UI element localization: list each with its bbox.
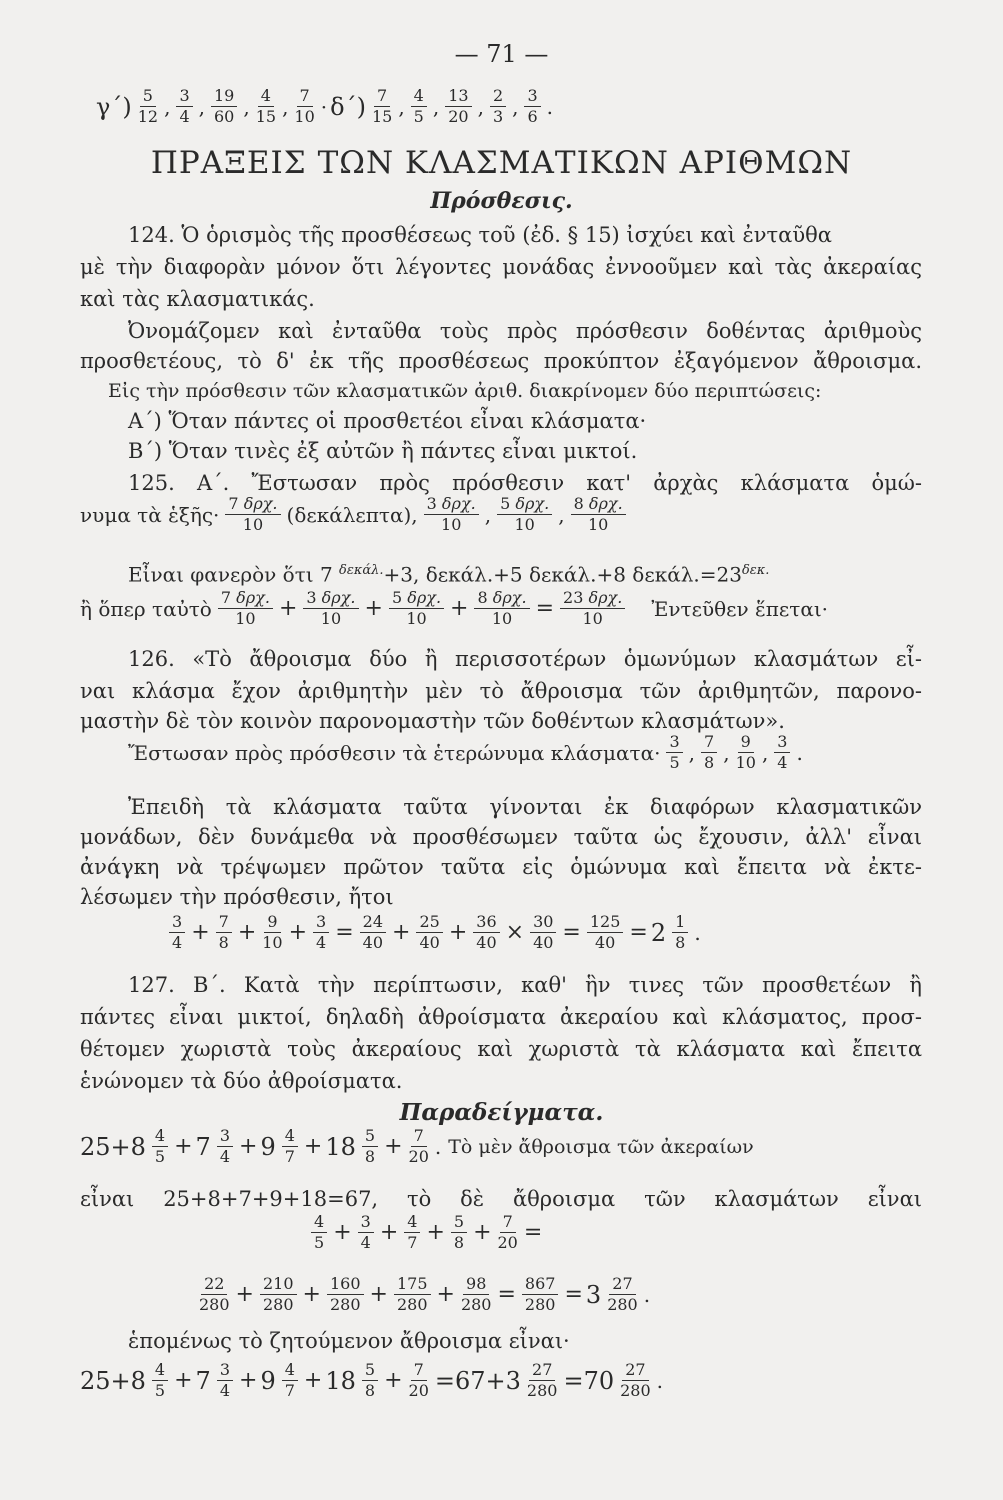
like-fractions-line: νυμα τὰ ἑξῆς· $\frac{\text{7 δρχ.}}{10}$ (δεκάλεπτα), $\frac{\text{3 δρχ.}}{10}$ , $\frac{\text{5 δρχ.}}{10}$ , $\frac{\text{8 δρχ.}}{10}$ — [80, 496, 629, 533]
paragraph-line: μὲ τὴν διαφορὰν μόνον ὅτι λέγοντες μονάδας ἐννοοῦμεν καὶ τὰς ἀκεραίας — [80, 255, 922, 279]
fraction: $\frac{7}{10}$ — [294, 86, 315, 126]
fraction-sum: $\frac{4}{5}$ + $\frac{3}{4}$ + $\frac{4}{7}$ + $\frac{5}{8}$ + $\frac{7}{20}$ = — [308, 1214, 542, 1251]
paragraph-line: λέσωμεν τὴν πρόσθεσιν, ἤτοι — [80, 885, 394, 909]
fraction: $\frac{3}{6}$ — [524, 88, 540, 125]
page-number: — 71 — — [454, 40, 549, 68]
fraction: $\frac{19}{60}$ — [211, 88, 237, 125]
paragraph-line: Ἐπειδὴ τὰ κλάσματα ταῦτα γίνονται ἐκ διαφόρων κλασματικῶν — [128, 795, 922, 819]
paragraph-line: Εἰς τὴν πρόσθεσιν τῶν κλασματικῶν ἀριθ. διακρίνομεν δύο περιπτώσεις: — [108, 380, 822, 402]
exercise-d-label: δ΄) — [330, 92, 366, 121]
fraction: $\frac{4}{5}$ — [411, 88, 427, 125]
mixed-example: 25+8 $\frac{4}{5}$ + 7 $\frac{3}{4}$ + 9 $\frac{4}{7}$ + 18 $\frac{5}{8}$ + $\frac{7}{20}$ . Τὸ μὲν ἄθροισμα τῶν ἀκεραίων — [80, 1126, 754, 1166]
paragraph-line: πάντες εἶναι μικτοί, δηλαδὴ ἀθροίσματα ἀκεραίου καὶ κλάσματος, προσ- — [80, 1005, 922, 1029]
paragraph-line: προσθετέους, τὸ δ' ἐκ τῆς προσθέσεως προκύπτον ἐξαγόμενον ἄθροισμα. — [80, 349, 922, 373]
paragraph-line: 124. Ὁ ὁρισμὸς τῆς προσθέσεως τοῦ (ἐδ. § 15) ἰσχύει καὶ ἐνταῦθα — [128, 223, 832, 247]
examples-heading: Παραδείγματα. — [399, 1099, 604, 1126]
fraction: $\frac{2}{3}$ — [490, 88, 506, 125]
exercise-fractions: γ΄) $\frac{5}{12}$ , $\frac{3}{4}$ , $\frac{19}{60}$ , $\frac{4}{15}$ , $\frac{7}{10}$ · δ΄) $\frac{7}{15}$ , $\frac{4}{5}$ , $\frac{13}{20}$ , $\frac{2}{3}$ , $\frac{3}{6}$ . — [96, 86, 554, 126]
paragraph-line: ἀνάγκη νὰ τρέψωμεν πρῶτον ταῦτα εἰς ὁμώνυμα καὶ ἔπειτα νὰ ἐκτε- — [80, 855, 922, 879]
equation-line: Εἶναι φανερὸν ὅτι 7 $^{\delta\varepsilon\kappa ά\lambda.}$+3, δεκάλ.+5 δεκάλ.+8 $\delta\varepsilon\kappa ά\lambda.=23^{\delta\varepsilon\kappa.}$ — [128, 562, 770, 587]
fraction: $\frac{7}{15}$ — [371, 86, 393, 126]
fraction: $\frac{3}{4}$ — [176, 88, 192, 125]
paragraph-line: καὶ τὰς κλασματικάς. — [80, 287, 315, 311]
paragraph-line: μονάδων, δὲν δυνάμεθα νὰ προσθέσωμεν ταῦτα ὡς ἔχουσιν, ἀλλ' εἶναι — [80, 825, 922, 849]
exercise-c-label: γ΄) — [96, 92, 132, 121]
rule-line: 126. «Τὸ ἄθροισμα δύο ἢ περισσοτέρων ὁμωνύμων κλασμάτων εἶ- — [128, 647, 922, 671]
paragraph-line: ἑνώνομεν τὰ δύο ἀθροίσματα. — [80, 1069, 403, 1093]
case-a-line: Α΄) Ὅταν πάντες οἱ προσθετέοι εἶναι κλάσματα· — [128, 409, 647, 433]
fraction: $\frac{5}{12}$ — [137, 86, 159, 126]
equation-line-2: ἢ ὅπερ ταὐτὸ $\frac{\text{7 δρχ.}}{10}$ + $\frac{\text{3 δρχ.}}{10}$ + $\frac{\text{5 δρχ.}}{10}$ + $\frac{\text{8 δρχ.}}{10}$ = $\frac{\text{23 δρχ.}}{10}$ Ἐντεῦθεν ἕπεται· — [80, 588, 829, 628]
rule-line: μαστὴν δὲ τὸν κοινὸν παρονομαστὴν τῶν δοθέντων κλασμάτων». — [80, 709, 785, 733]
fraction-sum-280: $\frac{22}{280}$ + $\frac{210}{280}$ + $\frac{160}{280}$ + $\frac{175}{280}$ + $\frac{98}{280}$ = $\frac{867}{280}$ = 3 $\frac{27}{280}$ . — [199, 1274, 651, 1314]
paragraph-line: Ὀνομάζομεν καὶ ἐνταῦθα τοὺς πρὸς πρόσθεσιν δοθέντας ἀριθμοὺς — [128, 319, 922, 343]
paragraph-line: 125. Α΄. Ἔστωσαν πρὸς πρόσθεσιν κατ' ἀρχὰς κλάσματα ὁμώ- — [128, 471, 922, 495]
sum-equation: $\frac{3}{4}$ + $\frac{7}{8}$ + $\frac{9}{10}$ + $\frac{3}{4}$ = $\frac{24}{40}$ + $\frac{25}{40}$ + $\frac{36}{40}$ × $\frac{30}{40}$ = $\frac{125}{40}$ = 2 $\frac{1}{8}$ . — [166, 914, 701, 951]
fraction: $\frac{13}{20}$ — [445, 88, 471, 125]
fraction: $\frac{4}{15}$ — [255, 86, 277, 126]
paragraph-line: ἑπομένως τὸ ζητούμενον ἄθροισμα εἶναι· — [128, 1329, 570, 1353]
section-subheading: Πρόσθεσις. — [430, 188, 573, 214]
paragraph-line: εἶναι 25+8+7+9+18=67, τὸ δὲ ἄθροισμα τῶν κλασμάτων εἶναι — [80, 1187, 922, 1211]
rule-line: ναι κλάσμα ἔχον ἀριθμητὴν μὲν τὸ ἄθροισμα τῶν ἀριθμητῶν, παρονο- — [80, 679, 922, 703]
unlike-fractions-line: Ἔστωσαν πρὸς πρόσθεσιν τὰ ἑτερώνυμα κλάσματα· $\frac{3}{5}$ , $\frac{7}{8}$ , $\frac{9}{10}$ , $\frac{3}{4}$ . — [128, 732, 803, 772]
final-equation: 25+8 $\frac{4}{5}$ + 7 $\frac{3}{4}$ + 9 $\frac{4}{7}$ + 18 $\frac{5}{8}$ + $\frac{7}{20}$ =67+3 $\frac{27}{280}$ =70 $\frac{27}{280}$ . — [80, 1360, 664, 1400]
section-heading: ΠΡΑΞΕΙΣ ΤΩΝ ΚΛΑΣΜΑΤΙΚΩΝ ΑΡΙΘΜΩΝ — [150, 145, 853, 181]
paragraph-line: θέτομεν χωριστὰ τοὺς ἀκεραίους καὶ χωριστὰ τὰ κλάσματα καὶ ἔπειτα — [80, 1037, 922, 1061]
case-b-line: Β΄) Ὅταν τινὲς ἐξ αὐτῶν ἢ πάντες εἶναι μικτοί. — [128, 439, 638, 463]
paragraph-line: 127. Β΄. Κατὰ τὴν περίπτωσιν, καθ' ἣν τινες τῶν προσθετέων ἢ — [128, 973, 922, 997]
